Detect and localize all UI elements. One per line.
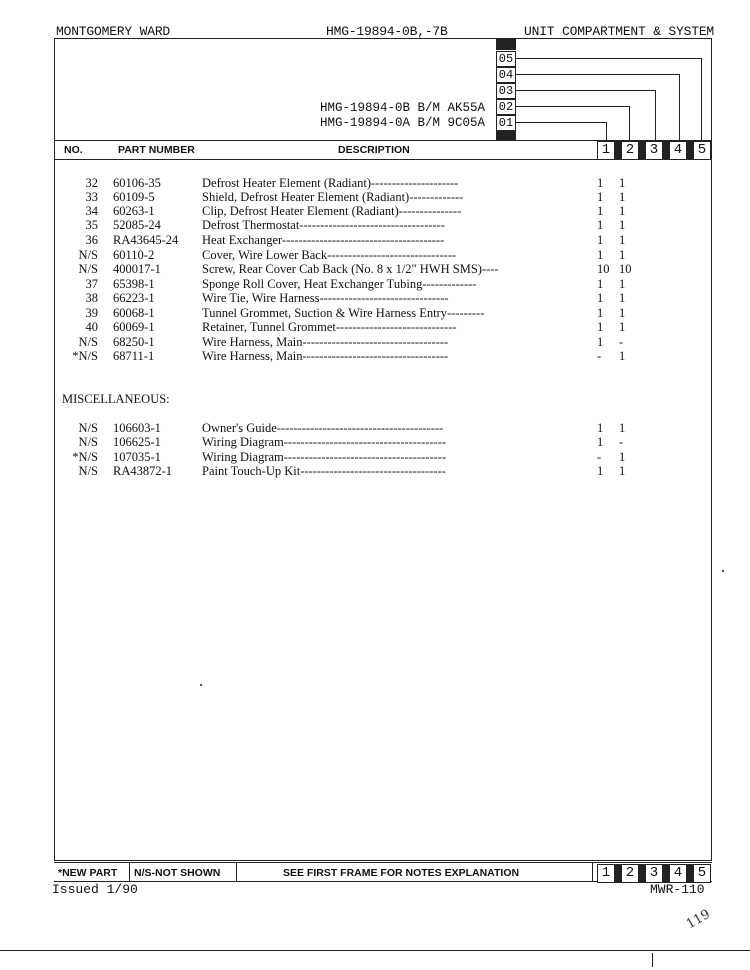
table-row <box>0 277 750 291</box>
part-no: N/S <box>78 262 98 276</box>
part-no: N/S <box>78 335 98 349</box>
footer-qty-column-2: 2 <box>621 864 639 883</box>
qty-1: 1 <box>597 233 604 247</box>
qty-2: 1 <box>619 450 626 464</box>
qty-1: 1 <box>597 291 604 305</box>
qty-2: 1 <box>619 291 626 305</box>
qty-2: 1 <box>619 277 626 291</box>
qty-1: 1 <box>597 320 604 334</box>
part-description: Cover, Wire Lower Back------------------------------- <box>202 248 457 262</box>
page-bottom-tick <box>652 953 653 967</box>
part-no: 38 <box>85 291 98 305</box>
header-brand: MONTGOMERY WARD <box>56 24 171 39</box>
part-number: 106603-1 <box>113 421 161 435</box>
page-code: MWR-110 <box>650 882 705 897</box>
part-number: 52085-24 <box>113 218 161 232</box>
part-description: Wire Harness, Main----------------------------------- <box>202 335 449 349</box>
table-row <box>0 218 750 232</box>
qty-column-4: 4 <box>669 141 687 160</box>
part-no: N/S <box>78 421 98 435</box>
table-row <box>0 349 750 363</box>
part-description: Defrost Thermostat----------------------------------- <box>202 218 446 232</box>
qty-1: 10 <box>597 262 610 276</box>
footer-qty-column-1: 1 <box>597 864 615 883</box>
qty-2: 1 <box>619 233 626 247</box>
qty-2: 1 <box>619 190 626 204</box>
part-no: 34 <box>85 204 98 218</box>
part-description: Paint Touch-Up Kit----------------------------------- <box>202 464 446 478</box>
part-number: 60109-5 <box>113 190 155 204</box>
table-row <box>0 233 750 247</box>
variant-code-04: 04 <box>496 67 516 83</box>
qty-2: 1 <box>619 306 626 320</box>
footer-not-shown-legend: N/S-NOT SHOWN <box>134 867 221 879</box>
part-no: 40 <box>85 320 98 334</box>
leader-01 <box>516 122 607 142</box>
part-description: Wiring Diagram--------------------------------------- <box>202 450 447 464</box>
qty-1: 1 <box>597 248 604 262</box>
footer-divider <box>129 862 130 881</box>
part-description: Wire Tie, Wire Harness------------------------------- <box>202 291 449 305</box>
qty-column-5: 5 <box>693 141 711 160</box>
code-stack-top-shade <box>496 39 516 50</box>
qty-2: 1 <box>619 176 626 190</box>
qty-1: 1 <box>597 421 604 435</box>
scan-speck <box>722 570 724 572</box>
variant-code-01: 01 <box>496 115 516 131</box>
part-description: Retainer, Tunnel Grommet----------------------------- <box>202 320 457 334</box>
part-description: Screw, Rear Cover Cab Back (No. 8 x 1/2" HWH SMS)---- <box>202 262 499 276</box>
qty-1: 1 <box>597 464 604 478</box>
qty-2: - <box>619 435 624 449</box>
section-heading-miscellaneous: MISCELLANEOUS: <box>62 392 170 406</box>
column-description: DESCRIPTION <box>338 144 410 156</box>
table-row <box>0 450 750 464</box>
variant-code-03: 03 <box>496 83 516 99</box>
part-number: 65398-1 <box>113 277 155 291</box>
table-row <box>0 204 750 218</box>
table-row <box>0 262 750 276</box>
part-number: 66223-1 <box>113 291 155 305</box>
part-number: 107035-1 <box>113 450 161 464</box>
part-description: Tunnel Grommet, Suction & Wire Harness Entry--------- <box>202 306 485 320</box>
qty-column-3: 3 <box>645 141 663 160</box>
table-row <box>0 248 750 262</box>
part-number: 68711-1 <box>113 349 155 363</box>
column-part-number: PART NUMBER <box>118 144 195 156</box>
page-bottom-rule <box>0 950 750 951</box>
qty-1: 1 <box>597 190 604 204</box>
part-number: 60068-1 <box>113 306 155 320</box>
qty-2: 1 <box>619 349 626 363</box>
footer-qty-column-3: 3 <box>645 864 663 883</box>
part-description: Sponge Roll Cover, Heat Exchanger Tubing------------- <box>202 277 477 291</box>
part-description: Wiring Diagram--------------------------------------- <box>202 435 447 449</box>
qty-column-2: 2 <box>621 141 639 160</box>
part-no: 35 <box>85 218 98 232</box>
table-row <box>0 335 750 349</box>
part-description: Wire Harness, Main----------------------------------- <box>202 349 449 363</box>
part-no: N/S <box>78 248 98 262</box>
footer-divider <box>236 862 237 881</box>
model-line-b: HMG-19894-0B B/M AK55A <box>320 101 486 115</box>
qty-2: 1 <box>619 464 626 478</box>
qty-1: - <box>597 349 602 363</box>
part-no: 36 <box>85 233 98 247</box>
table-row <box>0 421 750 435</box>
part-description: Heat Exchanger--------------------------------------- <box>202 233 445 247</box>
qty-2: 1 <box>619 204 626 218</box>
table-row <box>0 306 750 320</box>
header-section: UNIT COMPARTMENT & SYSTEM <box>524 24 715 39</box>
part-number: 68250-1 <box>113 335 155 349</box>
qty-1: 1 <box>597 218 604 232</box>
model-line-a: HMG-19894-0A B/M 9C05A <box>320 116 486 130</box>
part-number: RA43645-24 <box>113 233 179 247</box>
footer-top-rule <box>54 862 712 863</box>
table-row <box>0 320 750 334</box>
qty-2: 1 <box>619 218 626 232</box>
qty-2: - <box>619 335 624 349</box>
table-row <box>0 464 750 478</box>
qty-2: 1 <box>619 248 626 262</box>
part-no: 33 <box>85 190 98 204</box>
footer-qty-column-5: 5 <box>693 864 711 883</box>
qty-2: 10 <box>619 262 632 276</box>
column-no: NO. <box>64 144 83 156</box>
scan-speck <box>200 684 202 686</box>
part-no: 37 <box>85 277 98 291</box>
variant-code-02: 02 <box>496 99 516 115</box>
qty-column-1: 1 <box>597 141 615 160</box>
qty-2: 1 <box>619 421 626 435</box>
part-no: N/S <box>78 435 98 449</box>
qty-1: - <box>597 450 602 464</box>
issued-date: Issued 1/90 <box>52 882 138 897</box>
table-row <box>0 435 750 449</box>
handwritten-page-number: 119 <box>683 906 713 933</box>
part-description: Defrost Heater Element (Radiant)--------------------- <box>202 176 459 190</box>
table-row <box>0 190 750 204</box>
part-number: 60106-35 <box>113 176 161 190</box>
part-number: 106625-1 <box>113 435 161 449</box>
part-description: Owner's Guide---------------------------------------- <box>202 421 444 435</box>
footer-divider <box>592 862 593 881</box>
part-number: 400017-1 <box>113 262 161 276</box>
qty-1: 1 <box>597 176 604 190</box>
part-number: RA43872-1 <box>113 464 173 478</box>
qty-1: 1 <box>597 435 604 449</box>
part-description: Clip, Defrost Heater Element (Radiant)--------------- <box>202 204 462 218</box>
qty-2: 1 <box>619 320 626 334</box>
part-no: 39 <box>85 306 98 320</box>
table-row <box>0 291 750 305</box>
part-no: *N/S <box>72 450 98 464</box>
header-model: HMG-19894-0B,-7B <box>326 24 448 39</box>
table-row <box>0 176 750 190</box>
variant-code-05: 05 <box>496 51 516 67</box>
part-number: 60263-1 <box>113 204 155 218</box>
part-number: 60069-1 <box>113 320 155 334</box>
part-no: 32 <box>85 176 98 190</box>
qty-1: 1 <box>597 306 604 320</box>
part-no: *N/S <box>72 349 98 363</box>
part-description: Shield, Defrost Heater Element (Radiant)------------- <box>202 190 464 204</box>
qty-1: 1 <box>597 335 604 349</box>
footer-note: SEE FIRST FRAME FOR NOTES EXPLANATION <box>283 867 520 879</box>
part-number: 60110-2 <box>113 248 155 262</box>
qty-1: 1 <box>597 277 604 291</box>
part-no: N/S <box>78 464 98 478</box>
qty-1: 1 <box>597 204 604 218</box>
footer-new-part-legend: *NEW PART <box>58 867 118 879</box>
footer-qty-column-4: 4 <box>669 864 687 883</box>
